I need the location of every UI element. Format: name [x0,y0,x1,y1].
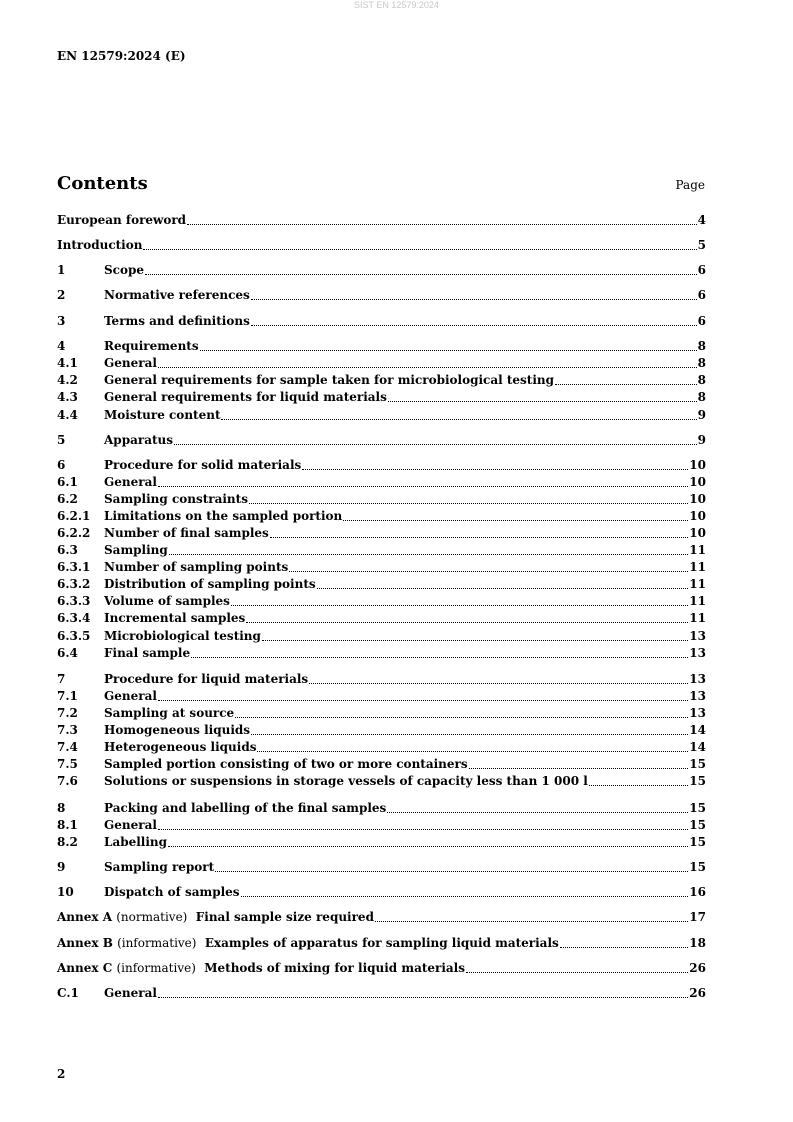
toc-entry-number: 6.3 [57,543,78,557]
toc-entry-title: Sampling constraints [104,492,248,506]
toc-entry-title: Labelling [104,835,168,849]
toc-entry-page: 16 [689,885,706,899]
toc-entry[interactable] [57,935,706,951]
toc-entry[interactable] [57,705,706,721]
toc-entry[interactable] [57,262,706,278]
toc-entry-title: Terms and definitions [104,314,250,328]
dot-leader [262,628,688,641]
toc-entry-page: 13 [689,646,706,660]
toc-entry-title: Procedure for liquid materials [104,672,309,686]
annex-title: Final sample size required [195,910,374,924]
toc-entry-page: 26 [689,961,706,975]
toc-entry[interactable] [57,817,706,833]
dot-leader [387,800,688,813]
annex-title: Examples of apparatus for sampling liquid materials [204,936,559,950]
dot-leader [289,559,688,572]
toc-entry-title: General [104,689,157,703]
toc-entry-page: 10 [689,492,706,506]
toc-entry-number: 6.2 [57,492,78,506]
toc-entry-page: 11 [689,611,706,625]
toc-entry-number: 6 [57,458,66,472]
toc-entry-number: 6.3.3 [57,594,91,608]
toc-entry[interactable] [57,287,706,303]
toc-entry[interactable] [57,457,706,473]
toc-entry-page: 13 [689,706,706,720]
toc-entry-title: Sampling report [104,860,215,874]
toc-entry-page: 10 [689,475,706,489]
annex-title: Methods of mixing for liquid materials [204,961,465,975]
dot-leader [235,705,688,718]
toc-entry-number: 4.4 [57,408,78,422]
toc-entry-page: 6 [697,263,706,277]
dot-leader [555,372,697,385]
toc-entry[interactable] [57,508,706,524]
toc-entry-title: Limitations on the sampled portion [104,509,343,523]
toc-entry-number: 8.1 [57,818,78,832]
toc-entry-number: 4 [57,339,66,353]
toc-entry-number: 7.4 [57,740,78,754]
dot-leader [158,817,688,830]
dot-leader [251,722,688,735]
toc-entry-page: 13 [689,672,706,686]
toc-entry-number: 6.2.1 [57,509,91,523]
toc-entry-page: 5 [697,238,706,252]
toc-entry-page: 15 [689,835,706,849]
toc-entry-title: Sampling [104,543,168,557]
toc-entry[interactable] [57,671,706,687]
toc-entry[interactable] [57,559,706,575]
annex-note: (informative) [116,961,196,975]
toc-entry-number: 9 [57,860,66,874]
toc-entry-page: 8 [697,339,706,353]
toc-entry-number: 4.3 [57,390,78,404]
toc-entry-number: 5 [57,433,66,447]
toc-entry-page: 8 [697,373,706,387]
toc-entry-title: General [104,475,157,489]
document-id: EN 12579:2024 (E) [57,49,186,63]
dot-leader [466,960,688,973]
dot-leader [200,338,697,351]
toc-entry-number: 7.3 [57,723,78,737]
dot-leader [158,688,688,701]
dot-leader [302,457,688,470]
toc-entry-title: Distribution of sampling points [104,577,316,591]
dot-leader [187,212,697,225]
dot-leader [589,773,689,786]
toc-entry-number: 6.3.1 [57,560,91,574]
toc-entry-page: 10 [689,509,706,523]
toc-entry-number: 6.4 [57,646,78,660]
toc-entry-title: Apparatus [104,433,173,447]
toc-entry-title: General [104,356,157,370]
toc-entry[interactable] [57,474,706,490]
dot-leader [143,237,696,250]
dot-leader [215,859,688,872]
toc-entry[interactable] [57,212,706,228]
toc-entry-page: 9 [697,433,706,447]
toc-entry-page: 8 [697,390,706,404]
toc-entry-page: 14 [689,723,706,737]
toc-entry-title: General requirements for liquid materials [104,390,387,404]
toc-entry-title: Normative references [104,288,250,302]
dot-leader [168,834,688,847]
dot-leader [469,756,689,769]
dot-leader [251,313,697,326]
toc-entry-number: 6.2.2 [57,526,91,540]
toc-entry[interactable] [57,756,706,772]
toc-entry-title: Requirements [104,339,199,353]
toc-entry[interactable] [57,610,706,626]
annex-note: (informative) [117,936,197,950]
dot-leader [317,576,689,589]
toc-entry-title: Sampling at source [104,706,235,720]
annex-note: (normative) [116,910,188,924]
toc-entry-title: Solutions or suspensions in storage vessels of capacity less than 1 000 l [104,774,588,788]
toc-entry-title: Scope [104,263,145,277]
toc-entry-title: Sampled portion consisting of two or more containers [104,757,468,771]
toc-entry-page: 6 [697,288,706,302]
toc-entry-number: 1 [57,263,66,277]
toc-entry[interactable] [57,909,706,925]
toc-entry[interactable] [57,688,706,704]
annex-label: Annex C [57,961,113,975]
toc-entry[interactable] [57,960,706,976]
toc-entry-number: 2 [57,288,66,302]
toc-entry-number: 6.1 [57,475,78,489]
watermark: SIST EN 12579:2024 [354,0,439,10]
toc-entry-page: 15 [689,774,706,788]
dot-leader [241,884,689,897]
toc-entry-page: 11 [689,543,706,557]
toc-entry[interactable] [57,525,706,541]
toc-entry-page: 15 [689,757,706,771]
toc-entry[interactable] [57,542,706,558]
toc-entry-page: 11 [689,560,706,574]
dot-leader [174,432,697,445]
toc-entry-page: 14 [689,740,706,754]
toc-entry-number: 6.3.2 [57,577,91,591]
annex-label: Annex B [57,936,113,950]
toc-entry[interactable] [57,800,706,816]
toc-entry[interactable] [57,237,706,253]
toc-entry-title: Packing and labelling of the final samples [104,801,387,815]
annex-label: Annex A [57,910,113,924]
toc-entry-page: 11 [689,577,706,591]
toc-entry-title: Homogeneous liquids [104,723,251,737]
dot-leader [560,935,689,948]
toc-entry[interactable] [57,834,706,850]
toc-entry-number: 3 [57,314,66,328]
dot-leader [257,739,688,752]
toc-entry-title: Moisture content [104,408,221,422]
toc-entry-page: 17 [689,910,706,924]
dot-leader [191,645,688,658]
toc-entry[interactable] [57,372,706,388]
toc-entry-page: 4 [697,213,706,227]
toc-entry-title: Microbiological testing [104,629,261,643]
toc-entry-title: General requirements for sample taken for microbiological testing [104,373,555,387]
dot-leader [270,525,689,538]
toc-entry[interactable] [57,593,706,609]
toc-entry-number: C.1 [57,986,79,1000]
page-number: 2 [57,1067,66,1081]
toc-entry-page: 10 [689,526,706,540]
toc-entry-title: Dispatch of samples [104,885,240,899]
toc-entry[interactable] [57,313,706,329]
toc-entry[interactable] [57,432,706,448]
toc-entry-title: General [104,818,157,832]
dot-leader [221,407,696,420]
toc-entry-title: Number of sampling points [104,560,289,574]
toc-entry-title [57,909,374,925]
toc-entry-page: 8 [697,356,706,370]
toc-entry[interactable] [57,739,706,755]
toc-entry-page: 6 [697,314,706,328]
dot-leader [158,985,688,998]
toc-entry-title: Incremental samples [104,611,246,625]
dot-leader [343,508,688,521]
toc-entry-number: 4.1 [57,356,78,370]
toc-entry-page: 11 [689,594,706,608]
toc-entry[interactable] [57,576,706,592]
toc-entry-title: Procedure for solid materials [104,458,302,472]
toc-entry[interactable] [57,722,706,738]
toc-entry-number: 6.3.5 [57,629,91,643]
toc-entry-number: 6.3.4 [57,611,91,625]
dot-leader [158,474,688,487]
toc-entry-page: 18 [689,936,706,950]
toc-entry[interactable] [57,859,706,875]
toc-entry[interactable] [57,884,706,900]
toc-entry-page: 10 [689,458,706,472]
toc-entry[interactable] [57,628,706,644]
dot-leader [251,287,697,300]
toc-entry-page: 26 [689,986,706,1000]
toc-entry-number: 10 [57,885,74,899]
dot-leader [246,610,688,623]
toc-entry-title: General [104,986,157,1000]
dot-leader [388,389,697,402]
toc-entry-number: 7 [57,672,66,686]
dot-leader [169,542,689,555]
dot-leader [145,262,697,275]
toc-entry-number: 7.2 [57,706,78,720]
toc-entry[interactable] [57,985,706,1001]
toc-entry-title: Final sample [104,646,191,660]
toc-entry-title: Number of final samples [104,526,269,540]
contents-heading: Contents [57,173,148,194]
toc-entry-title: European foreword [57,213,187,227]
dot-leader [249,491,688,504]
toc-entry-title: Heterogeneous liquids [104,740,257,754]
toc-entry-title [57,935,559,951]
dot-leader [158,355,697,368]
toc-entry-page: 15 [689,860,706,874]
toc-entry-page: 15 [689,801,706,815]
toc-entry-number: 7.6 [57,774,78,788]
toc-entry-page: 13 [689,689,706,703]
toc-entry-number: 7.1 [57,689,78,703]
toc-entry-page: 9 [697,408,706,422]
toc-entry-number: 7.5 [57,757,78,771]
toc-entry-title: Introduction [57,238,143,252]
toc-entry[interactable] [57,645,706,661]
toc-entry-title: Volume of samples [104,594,230,608]
toc-entry[interactable] [57,355,706,371]
toc-entry[interactable] [57,491,706,507]
dot-leader [309,671,688,684]
toc-entry-title [57,960,465,976]
dot-leader [375,909,688,922]
toc-entry[interactable] [57,407,706,423]
dot-leader [231,593,688,606]
toc-entry[interactable] [57,338,706,354]
toc-entry-number: 8 [57,801,66,815]
page-column-label: Page [675,178,705,192]
toc-entry[interactable] [57,773,706,789]
toc-entry-page: 15 [689,818,706,832]
toc-entry-page: 13 [689,629,706,643]
toc-entry-number: 8.2 [57,835,78,849]
toc-entry[interactable] [57,389,706,405]
toc-entry-number: 4.2 [57,373,78,387]
